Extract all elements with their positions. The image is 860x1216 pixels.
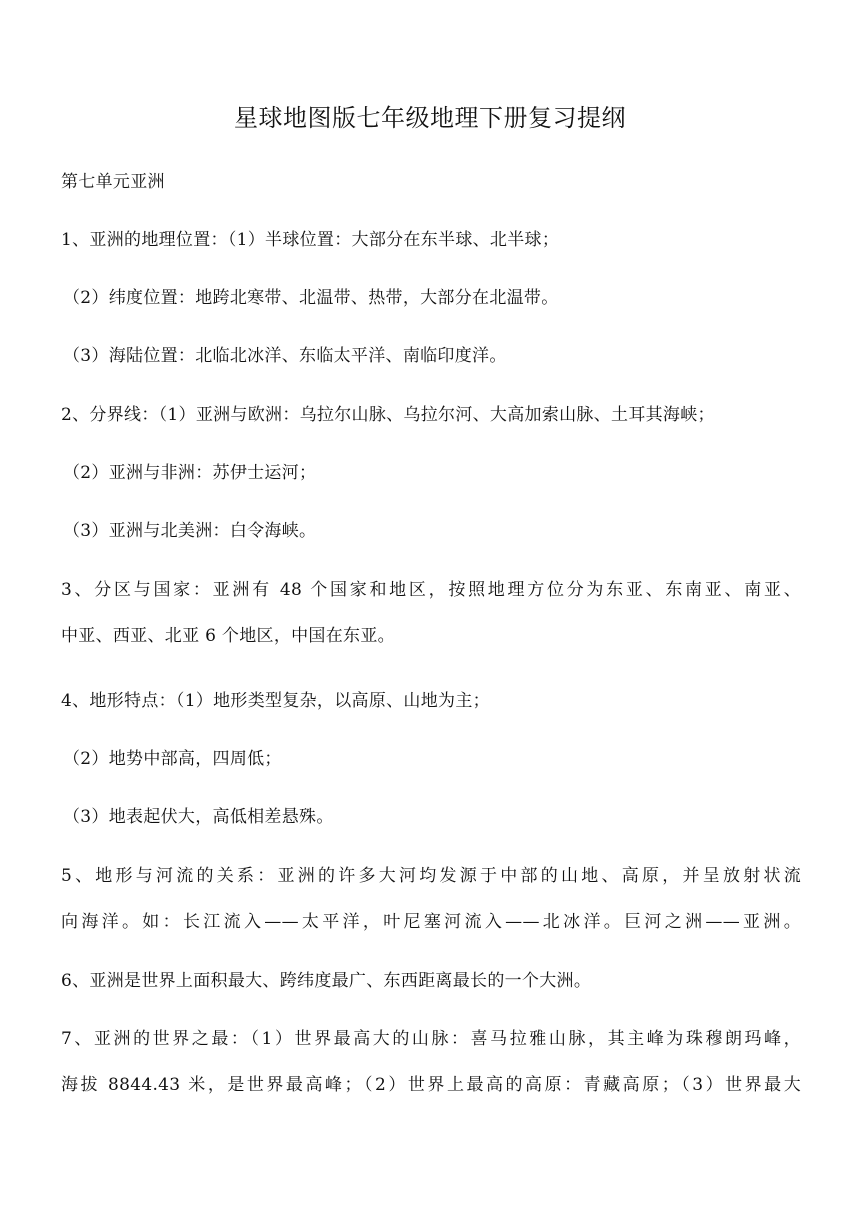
text-line-6: （3）亚洲与北美洲：白令海峡。 [63, 521, 317, 541]
text-line-12: 5、地形与河流的关系：亚洲的许多大河均发源于中部的山地、高原，并呈放射状流 [61, 866, 801, 886]
unit-heading: 第七单元亚洲 [61, 172, 165, 192]
text-line-4: 2、分界线：（1）亚洲与欧洲：乌拉尔山脉、乌拉尔河、大高加索山脉、土耳其海峡； [61, 405, 715, 425]
text-line-7: 3、分区与国家：亚洲有 48 个国家和地区，按照地理方位分为东亚、东南亚、南亚、 [61, 580, 801, 600]
text-line-9: 4、地形特点：（1）地形类型复杂，以高原、山地为主； [61, 691, 490, 711]
text-line-15: 7、亚洲的世界之最：（1）世界最高大的山脉：喜马拉雅山脉，其主峰为珠穆朗玛峰， [61, 1029, 801, 1049]
text-line-13: 向海洋。如：长江流入——太平洋，叶尼塞河流入——北冰洋。巨河之洲——亚洲。 [61, 912, 801, 932]
text-line-8: 中亚、西亚、北亚 6 个地区，中国在东亚。 [61, 626, 395, 646]
text-line-1: 1、亚洲的地理位置：（1）半球位置：大部分在东半球、北半球； [61, 230, 560, 250]
document-title: 星球地图版七年级地理下册复习提纲 [234, 104, 626, 132]
text-line-5: （2）亚洲与非洲：苏伊士运河； [63, 463, 317, 483]
text-line-3: （3）海陆位置：北临北冰洋、东临太平洋、南临印度洋。 [63, 346, 507, 366]
text-line-11: （3）地表起伏大，高低相差悬殊。 [63, 807, 334, 827]
text-line-2: （2）纬度位置：地跨北寒带、北温带、热带，大部分在北温带。 [63, 288, 559, 308]
text-line-10: （2）地势中部高，四周低； [63, 749, 282, 769]
text-line-16: 海拔 8844.43 米，是世界最高峰；（2）世界上最高的高原：青藏高原；（3）世界最大 [61, 1075, 801, 1095]
text-line-14: 6、亚洲是世界上面积最大、跨纬度最广、东西距离最长的一个大洲。 [61, 971, 592, 991]
